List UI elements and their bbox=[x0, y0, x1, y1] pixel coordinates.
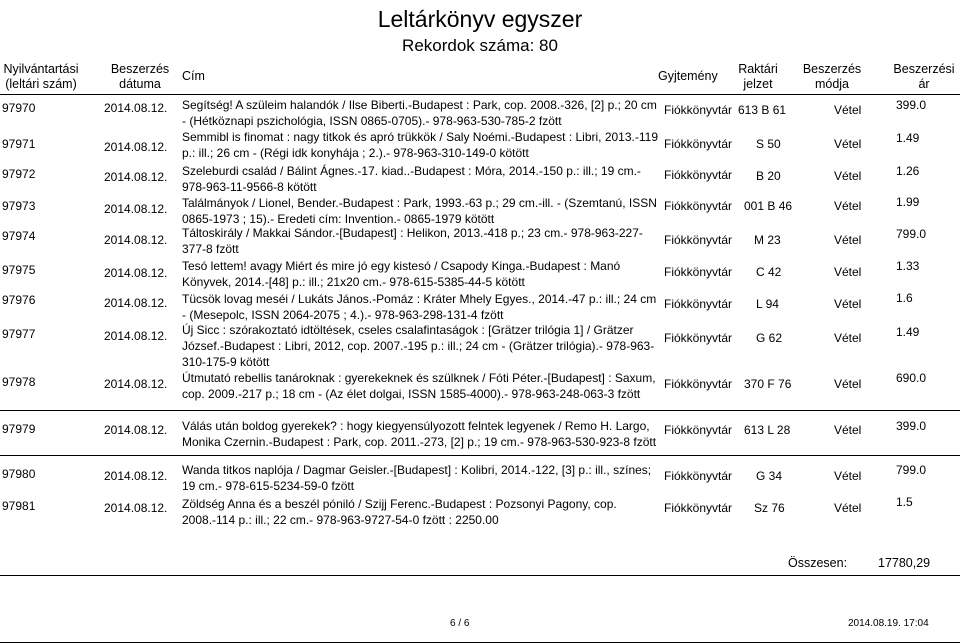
collection: Fiókkönyvtár bbox=[664, 423, 733, 437]
shelf-mark: 613 B 61 bbox=[738, 103, 787, 117]
header-divider bbox=[0, 94, 960, 95]
acquisition-method: Vétel bbox=[834, 137, 862, 151]
total-value: 17780,29 bbox=[878, 556, 931, 570]
price: 1.5 bbox=[896, 495, 913, 509]
acquisition-method: Vétel bbox=[834, 501, 862, 515]
shelf-mark: Sz 76 bbox=[754, 501, 785, 515]
shelf-mark: 613 L 28 bbox=[744, 423, 791, 437]
collection: Fiókkönyvtár bbox=[664, 331, 733, 345]
shelf-mark: B 20 bbox=[756, 169, 781, 183]
acquisition-date: 2014.08.12. bbox=[104, 233, 168, 247]
price: 799.0 bbox=[896, 463, 927, 477]
collection: Fiókkönyvtár bbox=[664, 233, 733, 247]
summary-divider bbox=[0, 575, 960, 576]
inventory-number: 97971 bbox=[2, 137, 36, 151]
inventory-number: 97978 bbox=[2, 375, 36, 389]
collection: Fiókkönyvtár bbox=[664, 103, 733, 117]
book-title: Segítség! A szüleim halandók / Ilse Biberti.-Budapest : Park, cop. 2008.-326, [2] p.; 20 cm - (Hétköznapi pszichológia, ISSN 0865-0705).- 978-963-530-785-2 fzött bbox=[182, 98, 657, 128]
acquisition-method: Vétel bbox=[834, 377, 862, 391]
price: 1.99 bbox=[896, 195, 920, 209]
acquisition-method: Vétel bbox=[834, 423, 862, 437]
shelf-mark: 001 B 46 bbox=[744, 199, 793, 213]
inventory-number: 97980 bbox=[2, 467, 36, 481]
header-title: Cím bbox=[182, 69, 205, 83]
shelf-mark: G 62 bbox=[756, 331, 783, 345]
collection: Fiókkönyvtár bbox=[664, 265, 733, 279]
price: 1.49 bbox=[896, 325, 920, 339]
acquisition-date: 2014.08.12. bbox=[104, 423, 168, 437]
shelf-mark: G 34 bbox=[756, 469, 783, 483]
acquisition-date: 2014.08.12. bbox=[104, 329, 168, 343]
price: 399.0 bbox=[896, 419, 927, 433]
header-acquisition-date: Beszerzés dátuma bbox=[110, 62, 170, 91]
collection: Fiókkönyvtár bbox=[664, 168, 733, 182]
acquisition-method: Vétel bbox=[834, 469, 862, 483]
total-label: Összesen: bbox=[788, 556, 848, 570]
inventory-number: 97981 bbox=[2, 499, 36, 513]
inventory-number: 97977 bbox=[2, 327, 36, 341]
print-timestamp: 2014.08.19. 17:04 bbox=[848, 618, 929, 629]
shelf-mark: 370 F 76 bbox=[744, 377, 792, 391]
book-title: Wanda titkos naplója / Dagmar Geisler.-[Budapest] : Kolibri, 2014.-122, [3] p.: ill., színes; 19 cm.- 978-615-5234-59-0 fzött bbox=[182, 463, 652, 493]
book-title: Szeleburdi család / Bálint Ágnes.-17. kiad..-Budapest : Móra, 2014.-150 p.: ill.; 19 cm.- 978-963-11-9566-8 kötött bbox=[182, 164, 641, 194]
acquisition-method: Vétel bbox=[834, 297, 862, 311]
acquisition-date: 2014.08.12. bbox=[104, 377, 168, 391]
acquisition-date: 2014.08.12. bbox=[104, 202, 168, 216]
price: 799.0 bbox=[896, 227, 927, 241]
inventory-number: 97970 bbox=[2, 101, 36, 115]
acquisition-date: 2014.08.12. bbox=[104, 296, 168, 310]
price: 690.0 bbox=[896, 371, 927, 385]
acquisition-date: 2014.08.12. bbox=[104, 101, 168, 115]
header-price: Beszerzési ár bbox=[893, 62, 955, 91]
record-count: Rekordok száma: 80 bbox=[402, 36, 558, 55]
price: 1.26 bbox=[896, 164, 920, 178]
collection: Fiókkönyvtár bbox=[664, 137, 733, 151]
book-title: Tücsök lovag meséi / Lukáts János.-Pomáz : Kráter Mhely Egyes., 2014.-47 p.: ill.; 24 cm - (Mesepolc, ISSN 2064-2075 ; 4.).- 978-963-298-131-4 fzött bbox=[182, 292, 657, 322]
header-inventory-number: Nyilvántartási (leltári szám) bbox=[3, 62, 79, 91]
row-divider bbox=[0, 410, 960, 411]
book-title: Útmutató rebellis tanároknak : gyerekeknek és szülknek / Fóti Péter.-[Budapest] : Saxum, cop. 2009.-217 p.; 18 cm - (Az élet dolgai, ISSN 1585-4000).- 978-963-248-063-3 fzött bbox=[182, 371, 656, 401]
acquisition-date: 2014.08.12. bbox=[104, 170, 168, 184]
inventory-number: 97976 bbox=[2, 293, 36, 307]
inventory-number: 97973 bbox=[2, 199, 36, 213]
acquisition-date: 2014.08.12. bbox=[104, 501, 168, 515]
book-title: Válás után boldog gyerekek? : hogy kiegyensúlyozott felntek legyenek / Remo H. Largo, Monika Czernin.-Budapest : Park, cop. 2011.-273, [2] p.; 19 cm.- 978-963-530-923-8 fzött bbox=[182, 419, 657, 449]
header-shelf-mark: Raktári jelzet bbox=[738, 62, 778, 91]
header-collection: Gyjtemény bbox=[658, 69, 718, 83]
shelf-mark: C 42 bbox=[756, 265, 782, 279]
shelf-mark: L 94 bbox=[756, 297, 779, 311]
price: 1.6 bbox=[896, 291, 913, 305]
book-title: Találmányok / Lionel, Bender.-Budapest : Park, 1993.-63 p.; 29 cm.-ill. - (Szemtanú, ISSN 0865-1973 ; 15).- Eredeti cím: Invention.- 0865-1979 kötött bbox=[182, 196, 657, 226]
acquisition-date: 2014.08.12. bbox=[104, 266, 168, 280]
collection: Fiókkönyvtár bbox=[664, 297, 733, 311]
acquisition-date: 2014.08.12. bbox=[104, 469, 168, 483]
page-number: 6 / 6 bbox=[450, 618, 470, 629]
footer-rule bbox=[0, 642, 960, 643]
acquisition-method: Vétel bbox=[834, 233, 862, 247]
book-title: Tesó lettem! avagy Miért és mire jó egy kistesó / Csapody Kinga.-Budapest : Manó Könyvek, 2014.-[48] p.: ill.; 21x20 cm.- 978-615-5385-44-5 kötött bbox=[182, 259, 621, 289]
acquisition-method: Vétel bbox=[834, 199, 862, 213]
book-title: Semmibl is finomat : nagy titkok és apró trükkök / Saly Noémi.-Budapest : Libri, 2013.-119 p.: ill.; 26 cm - (Régi idk konyhája ; 2.).- 978-963-310-149-0 kötött bbox=[182, 130, 658, 160]
inventory-number: 97972 bbox=[2, 167, 36, 181]
shelf-mark: M 23 bbox=[754, 233, 781, 247]
price: 1.49 bbox=[896, 131, 920, 145]
acquisition-date: 2014.08.12. bbox=[104, 140, 168, 154]
collection: Fiókkönyvtár bbox=[664, 469, 733, 483]
book-title: Zöldség Anna és a beszél póniló / Szijj Ferenc.-Budapest : Pozsonyi Pagony, cop. 2008.-114 p.: ill.; 22 cm.- 978-963-9727-54-0 fzött : 2250.00 bbox=[182, 497, 617, 527]
collection: Fiókkönyvtár bbox=[664, 199, 733, 213]
acquisition-method: Vétel bbox=[834, 169, 862, 183]
inventory-number: 97979 bbox=[2, 422, 36, 436]
report-title: Leltárkönyv egyszer bbox=[377, 6, 583, 32]
book-title: Táltoskirály / Makkai Sándor.-[Budapest] : Helikon, 2013.-418 p.; 23 cm.- 978-963-227-377-8 fzött bbox=[182, 226, 643, 256]
price: 399.0 bbox=[896, 98, 927, 112]
row-divider bbox=[0, 455, 960, 456]
shelf-mark: S 50 bbox=[756, 137, 781, 151]
collection: Fiókkönyvtár bbox=[664, 377, 733, 391]
header-acquisition-method: Beszerzés módja bbox=[802, 62, 862, 91]
inventory-number: 97975 bbox=[2, 263, 36, 277]
acquisition-method: Vétel bbox=[834, 103, 862, 117]
acquisition-method: Vétel bbox=[834, 265, 862, 279]
acquisition-method: Vétel bbox=[834, 331, 862, 345]
inventory-number: 97974 bbox=[2, 229, 36, 243]
book-title: Új Sicc : szórakoztató idtöltések, cseles csalafintaságok : [Grätzer trilógia 1] / Grätzer József.-Budapest : Libri, 2012, cop. 2007.-195 p.: ill.; 24 cm - (Grätzer trilógia).- 978-963-310-175-9 kötött bbox=[182, 323, 655, 369]
collection: Fiókkönyvtár bbox=[664, 501, 733, 515]
price: 1.33 bbox=[896, 259, 920, 273]
